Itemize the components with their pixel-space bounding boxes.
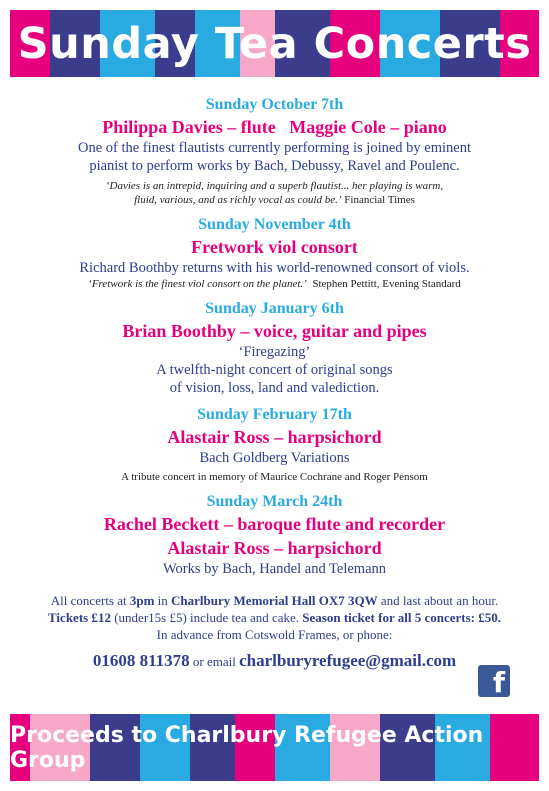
concert-description: Bach Goldberg Variations xyxy=(199,450,350,466)
venue-info: All concerts at 3pm in Charlbury Memorial Hall OX7 3QW and last about an hour. xyxy=(50,593,499,608)
quote-source: Stephen Pettitt, Evening Standard xyxy=(312,278,461,290)
concert-subtitle: ‘Firegazing’ xyxy=(238,344,311,360)
concert-date: Sunday February 17th xyxy=(197,406,352,423)
page-title: Sunday Tea Concerts xyxy=(17,18,532,69)
booking-info: In advance from Cotswold Frames, or phone: xyxy=(156,627,393,642)
concert-performers: Fretwork viol consort xyxy=(191,237,358,257)
concert-date: Sunday November 4th xyxy=(198,216,351,233)
concert-performers: Alastair Ross – harpsichord xyxy=(167,427,382,447)
quote-source: Financial Times xyxy=(344,194,415,206)
concert-performers: Brian Boothby – voice, guitar and pipes xyxy=(122,321,427,341)
press-quote: ‘Fretwork is the finest viol consort on the planet.’ Stephen Pettitt, Evening Standard xyxy=(88,278,461,290)
concert-description: One of the finest flautists currently performing is joined by eminent xyxy=(77,140,471,156)
concert-performers: Rachel Beckett – baroque flute and recorder xyxy=(103,514,446,534)
footer-text: Proceeds to Charlbury Refugee Action Group xyxy=(10,722,484,773)
facebook-icon[interactable]: f xyxy=(478,665,510,697)
ticket-info: Tickets £12 (under15s £5) include tea and cake. Season ticket for all 5 concerts: £50. xyxy=(48,610,501,625)
press-quote: fluid, various, and as richly vocal as could be.’ Financial Times xyxy=(134,194,415,206)
contact-line: 01608 811378 or email charlburyrefugee@gmail.com xyxy=(92,651,457,670)
press-quote: ‘Davies is an intrepid, inquiring and a superb flautist... her playing is warm, xyxy=(105,180,444,192)
concert-date: Sunday March 24th xyxy=(206,493,343,510)
concert-performers: Philippa Davies – flute Maggie Cole – piano xyxy=(102,117,447,137)
concert-performers: Alastair Ross – harpsichord xyxy=(167,538,382,558)
concert-description: Richard Boothby returns with his world-renowned consort of viols. xyxy=(79,260,470,276)
concert-note: A tribute concert in memory of Maurice Cochrane and Roger Pensom xyxy=(121,471,428,483)
concert-description: A twelfth-night concert of original songs xyxy=(156,362,393,378)
concert-description: pianist to perform works by Bach, Debussy, Ravel and Poulenc. xyxy=(89,158,460,174)
concert-list xyxy=(0,95,549,674)
concert-description: of vision, loss, land and valediction. xyxy=(169,380,380,396)
concert-date: Sunday October 7th xyxy=(205,96,344,113)
concert-description: Works by Bach, Handel and Telemann xyxy=(162,561,387,577)
email-link[interactable]: charlburyrefugee@gmail.com xyxy=(239,651,457,670)
concert-date: Sunday January 6th xyxy=(205,300,344,317)
phone-number[interactable]: 01608 811378 xyxy=(92,651,190,670)
